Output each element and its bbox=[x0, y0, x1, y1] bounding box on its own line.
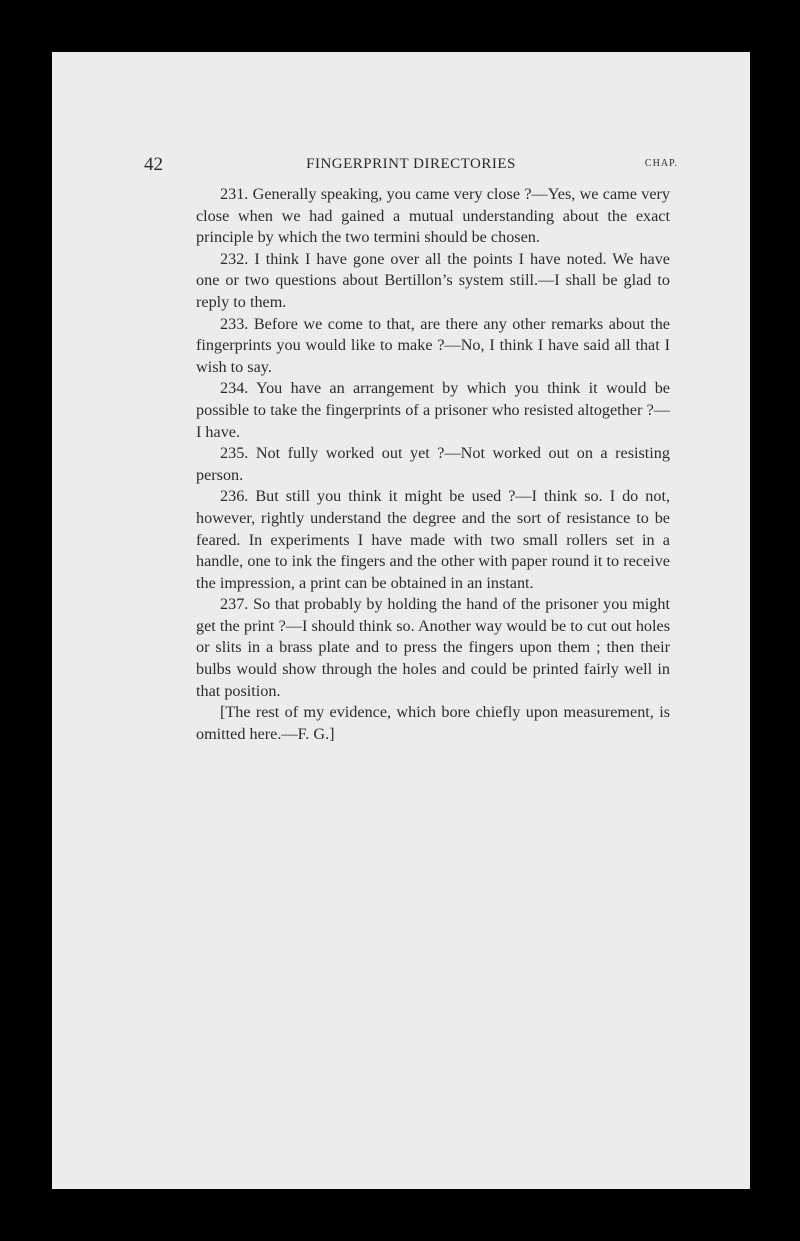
paragraph-232: 232. I think I have gone over all the points I have noted. We have one or two questions about Bertillon’s system still.—I shall be glad to reply to them. bbox=[196, 249, 670, 311]
chapter-mark: CHAP. bbox=[644, 158, 678, 169]
paragraph-235: 235. Not fully worked out yet ?—Not worked out on a resisting person. bbox=[196, 444, 670, 484]
editorial-note: [The rest of my evidence, which bore chiefly upon measurement, is omitted here.—F. G.] bbox=[196, 703, 670, 743]
paragraph-233: 233. Before we come to that, are there any other remarks about the fingerprints you would like to make ?—No, I think I have said all that I wish to say. bbox=[196, 314, 670, 376]
paragraph-237: 237. So that probably by holding the hand of the prisoner you might get the print ?—I should think so. Another way would be to cut out holes or slits in a brass plate and to press the fingers upon them ; then their bulbs would show through the holes and could be printed fairly well in that position. bbox=[196, 595, 670, 700]
paragraph-236: 236. But still you think it might be used ?—I think so. I do not, however, rightly understand the degree and the sort of resistance to be feared. In experiments I have made with two small rollers set in a handle, one to ink the fingers and the other with paper round it to receive the impression, a print can be obtained in an instant. bbox=[196, 487, 670, 592]
body-text bbox=[196, 184, 670, 745]
paragraph-231: 231. Generally speaking, you came very close ?—Yes, we came very close when we had gained a mutual understanding about the exact principle by which the two termini should be chosen. bbox=[196, 185, 670, 247]
paragraph-234: 234. You have an arrangement by which you think it would be possible to take the fingerprints of a prisoner who resisted altogether ?—I have. bbox=[196, 379, 670, 441]
page-number: 42 bbox=[144, 154, 163, 175]
page-header bbox=[144, 152, 678, 176]
running-title: FINGERPRINT DIRECTORIES bbox=[306, 156, 516, 172]
